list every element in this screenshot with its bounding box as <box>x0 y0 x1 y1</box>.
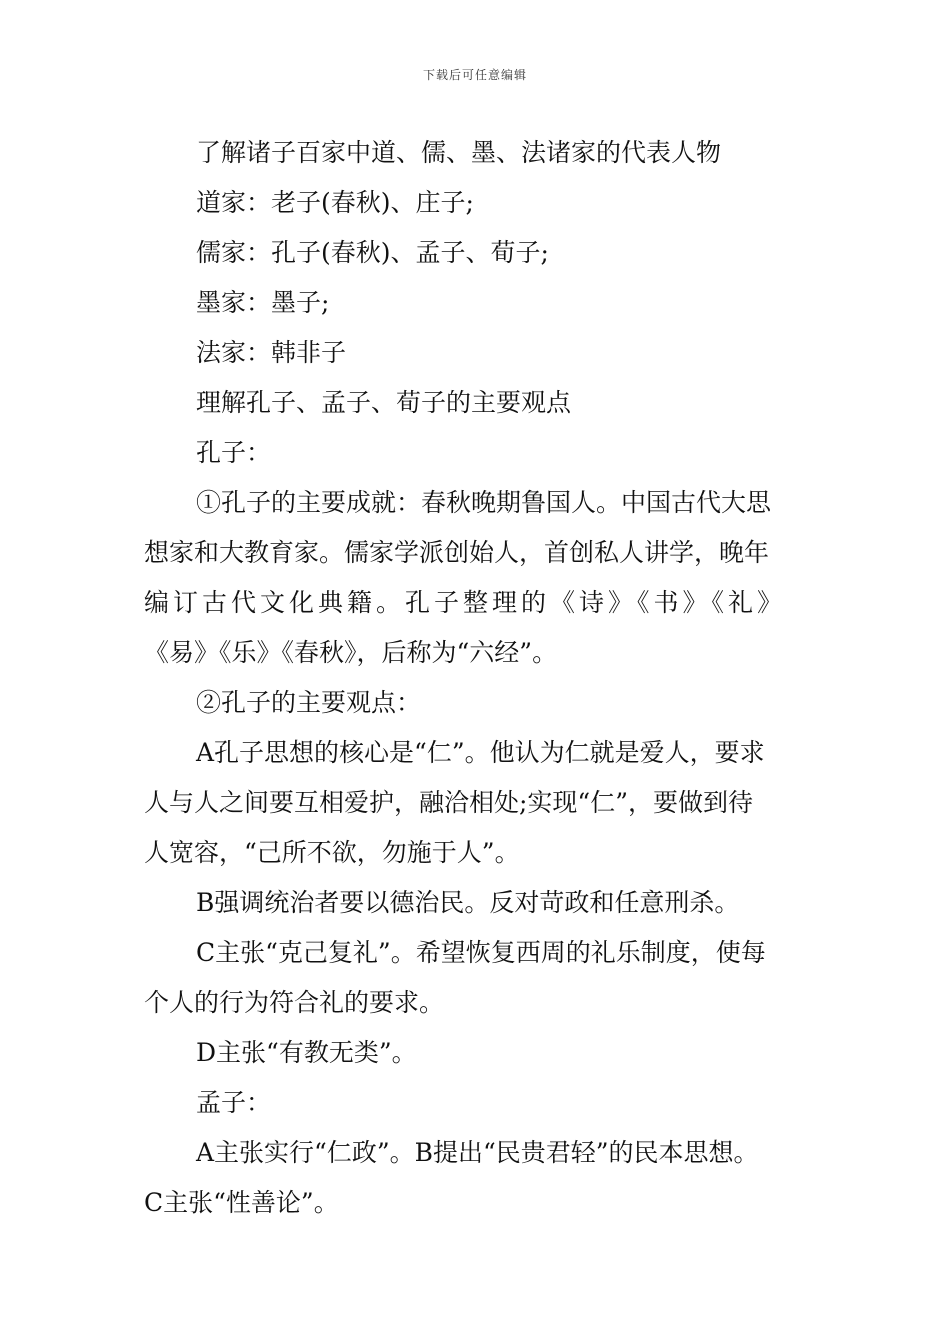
confucianism-line: 儒家：孔子(春秋)、孟子、荀子; <box>196 238 549 267</box>
paragraph-line: A主张实行“仁政”。B提出“民贵君轻”的民本思想。 <box>196 1138 759 1167</box>
paragraph-line: B强调统治者要以德治民。反对苛政和任意刑杀。 <box>196 888 740 917</box>
mencius-heading: 孟子： <box>196 1088 272 1117</box>
legalism-line: 法家：韩非子 <box>196 338 347 367</box>
paragraph-line: C主张“性善论”。 <box>144 1188 339 1217</box>
paragraph-line: 编订古代文化典籍。孔子整理的《诗》《书》《礼》 <box>144 588 787 617</box>
paragraph-line: 想家和大教育家。儒家学派创始人，首创私人讲学，晚年 <box>144 538 770 567</box>
page-header-note: 下载后可任意编辑 <box>422 68 527 82</box>
paragraph-line: 《易》《乐》《春秋》，后称为“六经”。 <box>144 638 558 667</box>
paragraph-line: A孔子思想的核心是“仁”。他认为仁就是爱人，要求 <box>196 738 765 767</box>
paragraph-line: C主张“克己复礼”。希望恢复西周的礼乐制度，使每 <box>196 938 766 967</box>
section-heading-viewpoints: 理解孔子、孟子、荀子的主要观点 <box>196 388 572 417</box>
paragraph-line: 人与人之间要互相爱护，融洽相处;实现“仁”，要做到待 <box>144 788 753 817</box>
paragraph-line: ①孔子的主要成就：春秋晚期鲁国人。中国古代大思 <box>196 488 772 517</box>
section-heading-representatives: 了解诸子百家中道、儒、墨、法诸家的代表人物 <box>196 138 722 167</box>
paragraph-line: D主张“有教无类”。 <box>196 1038 417 1067</box>
subheading-confucius-views: ②孔子的主要观点： <box>196 688 422 717</box>
paragraph-line: 人宽容，“己所不欲，勿施于人”。 <box>144 838 520 867</box>
mohism-line: 墨家：墨子; <box>196 288 330 317</box>
confucius-heading: 孔子： <box>196 438 272 467</box>
paragraph-line: 个人的行为符合礼的要求。 <box>144 988 445 1017</box>
document-body <box>144 128 834 1228</box>
daoism-line: 道家：老子(春秋)、庄子; <box>196 188 474 217</box>
